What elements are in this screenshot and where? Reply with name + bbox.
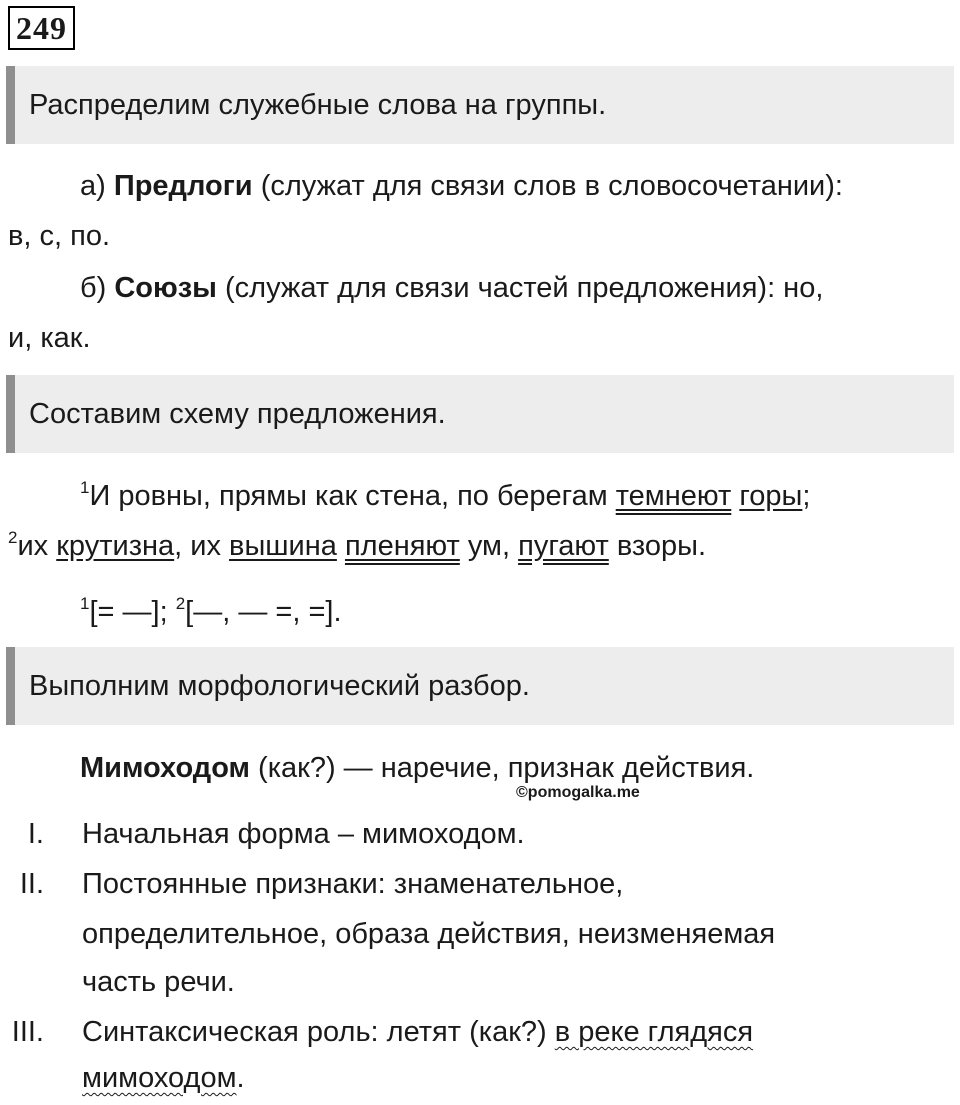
item-constant-features-cont: определительное, образа действия, неизменяемая <box>82 918 776 950</box>
scheme-marker-1: 1 <box>80 594 90 613</box>
sentence-line-2 <box>8 526 706 566</box>
group-a-prefix: а) <box>80 170 106 202</box>
group-a-examples: в, с, по. <box>8 220 111 252</box>
scheme-marker-2: 2 <box>175 594 186 613</box>
section-heading-morphology: Выполним морфологический разбор. <box>6 647 954 725</box>
sentence-text: их <box>17 530 57 562</box>
sentence-line-1 <box>80 476 810 516</box>
sentence-text: И ровны, прямы как стена, по берегам <box>89 480 616 512</box>
scheme-part-1: [= —]; <box>89 596 176 628</box>
group-b-prefix: б) <box>80 272 107 304</box>
punctuation: ; <box>802 480 811 512</box>
morph-description: (как?) — наречие, признак действия. <box>249 752 755 784</box>
adverbial-phrase: в реке глядяся <box>554 1016 754 1048</box>
sentence-text: взоры. <box>608 530 707 562</box>
section-heading-scheme: Составим схему предложения. <box>6 375 954 453</box>
adverbial-word: мимоходом <box>82 1062 237 1094</box>
item-syntactic-role <box>82 1012 753 1052</box>
syntactic-role-text: Синтаксическая роль: летят (как?) <box>82 1016 555 1048</box>
punctuation: . <box>236 1062 245 1094</box>
predicate-word: темнеют <box>615 480 732 512</box>
sentence-text: ум, <box>459 530 519 562</box>
exercise-number: 249 <box>8 6 75 50</box>
sentence-part-1-marker: 1 <box>80 478 90 497</box>
subject-word: горы <box>739 480 803 512</box>
item-constant-features: Постоянные признаки: знаменательное, <box>82 868 624 900</box>
item-number-1: I. <box>27 818 44 850</box>
item-number-2: II. <box>19 868 44 900</box>
subject-word: крутизна <box>56 530 175 562</box>
group-b-term: Союзы <box>114 272 217 304</box>
section-heading-groups: Распределим служебные слова на группы. <box>6 66 954 144</box>
item-constant-features-end: часть речи. <box>82 966 235 998</box>
predicate-word: пленяют <box>344 530 460 562</box>
item-number-3: III. <box>11 1016 44 1048</box>
scheme-part-2: [—, — =, =]. <box>185 596 342 628</box>
subject-word: вышина <box>229 530 337 562</box>
item-syntactic-role-cont <box>82 1058 245 1098</box>
group-b-desc: (служат для связи частей предложения): но, <box>225 272 824 304</box>
sentence-scheme <box>80 592 342 632</box>
morph-word: Мимоходом <box>80 752 250 784</box>
item-initial-form: Начальная форма – мимоходом. <box>82 818 525 850</box>
morph-heading <box>80 748 754 788</box>
group-prepositions <box>80 166 843 206</box>
space <box>337 530 345 562</box>
watermark: ©pomogalka.me <box>516 784 640 801</box>
group-b-examples: и, как. <box>8 322 91 354</box>
sentence-part-2-marker: 2 <box>8 528 18 547</box>
group-conjunctions <box>80 268 823 308</box>
group-a-desc: (служат для связи слов в словосочетании): <box>260 170 843 202</box>
predicate-word: пугают <box>518 530 609 562</box>
sentence-text: , их <box>174 530 230 562</box>
group-a-term: Предлоги <box>113 170 253 202</box>
